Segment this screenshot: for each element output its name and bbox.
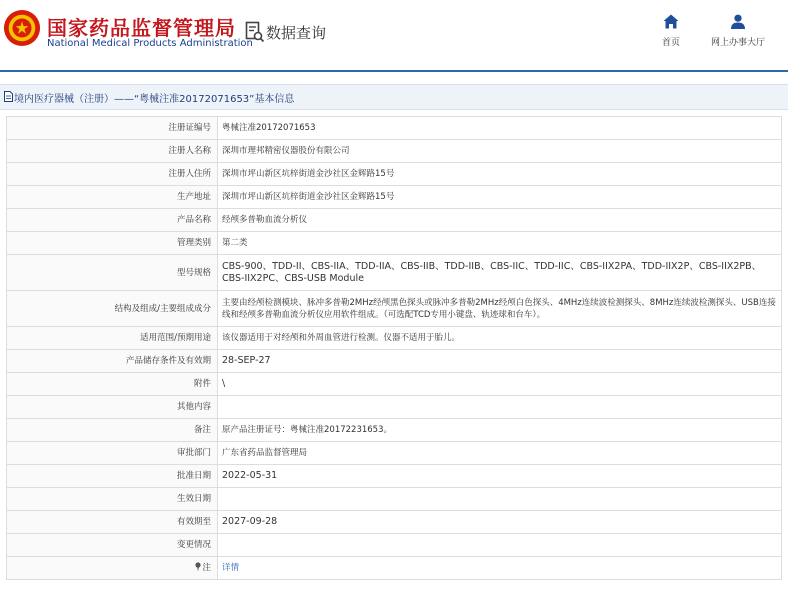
site-header xyxy=(0,0,788,70)
nav-home-label: 首页 xyxy=(661,38,680,48)
header-divider xyxy=(0,70,788,72)
document-icon xyxy=(4,91,13,102)
row-label: 注册人名称 xyxy=(7,140,218,163)
row-label: 注册人住所 xyxy=(7,163,218,186)
row-value: \ xyxy=(218,373,782,396)
row-value xyxy=(218,534,782,557)
table-row xyxy=(7,442,782,465)
row-label: 产品名称 xyxy=(7,209,218,232)
row-label: 其他内容 xyxy=(7,396,218,419)
row-value: 深圳市理邦精密仪器股份有限公司 xyxy=(218,140,782,163)
row-label: 型号规格 xyxy=(7,255,218,291)
user-icon xyxy=(730,14,746,29)
row-value xyxy=(218,488,782,511)
row-value: CBS-900、TDD-II、CBS-IIA、TDD-IIA、CBS-IIB、TDD-IIB、CBS-IIC、TDD-IIC、CBS-IIX2PA、TDD-IIX2P、CBS-IIX2PB、CBS-IIX2PC、CBS-USB Module xyxy=(218,255,782,291)
row-value: 深圳市坪山新区坑梓街道金沙社区金辉路15号 xyxy=(218,163,782,186)
national-emblem-icon xyxy=(3,9,41,47)
row-label: 变更情况 xyxy=(7,534,218,557)
nav-online-label: 网上办事大厅 xyxy=(710,38,765,48)
row-value: 主要由经颅检测模块、脉冲多普勒2MHz经颅黑色探头或脉冲多普勒2MHz经颅白色探头、4MHz连续波检测探头、8MHz连续波检测探头、USB连接线和经颅多普勒血流分析仪应用软件组成。（可选配TCD专用小键盘、轨迹球和台车）。 xyxy=(218,291,782,327)
table-row xyxy=(7,488,782,511)
query-title: 数据查询 xyxy=(266,24,327,42)
home-icon xyxy=(663,14,679,29)
detail-table xyxy=(6,116,782,580)
row-label: 注册证编号 xyxy=(7,117,218,140)
row-label: 生效日期 xyxy=(7,488,218,511)
table-row xyxy=(7,327,782,350)
row-label: 生产地址 xyxy=(7,186,218,209)
breadcrumb-bar xyxy=(0,84,788,110)
detail-link[interactable]: 详情 xyxy=(222,563,240,573)
row-value: 第二类 xyxy=(218,232,782,255)
table-row xyxy=(7,186,782,209)
row-value: 2022-05-31 xyxy=(218,465,782,488)
row-label: 备注 xyxy=(7,419,218,442)
row-label: 有效期至 xyxy=(7,511,218,534)
row-value: 深圳市坪山新区坑梓街道金沙社区金辉路15号 xyxy=(218,186,782,209)
table-row xyxy=(7,140,782,163)
row-value: 原产品注册证号：粤械注准20172231653。 xyxy=(218,419,782,442)
row-value: 28-SEP-27 xyxy=(218,350,782,373)
row-label: 批准日期 xyxy=(7,465,218,488)
nav-home[interactable] xyxy=(655,14,687,54)
row-label: 适用范围/预期用途 xyxy=(7,327,218,350)
table-row xyxy=(7,465,782,488)
table-row xyxy=(7,350,782,373)
table-row xyxy=(7,209,782,232)
row-value: 该仪器适用于对经颅和外周血管进行检测。仪器不适用于胎儿。 xyxy=(218,327,782,350)
row-value: 2027-09-28 xyxy=(218,511,782,534)
table-row xyxy=(7,373,782,396)
table-row xyxy=(7,291,782,327)
row-value: 广东省药品监督管理局 xyxy=(218,442,782,465)
row-label: 结构及组成/主要组成成分 xyxy=(7,291,218,327)
row-label: 审批部门 xyxy=(7,442,218,465)
row-value xyxy=(218,557,782,580)
row-label: 附件 xyxy=(7,373,218,396)
table-row xyxy=(7,419,782,442)
table-row xyxy=(7,232,782,255)
table-row xyxy=(7,396,782,419)
table-row xyxy=(7,534,782,557)
row-value: 经颅多普勒血流分析仪 xyxy=(218,209,782,232)
table-row xyxy=(7,255,782,291)
row-label: 注 xyxy=(202,563,211,573)
table-row xyxy=(7,163,782,186)
breadcrumb: 境内医疗器械（注册）——“粤械注准20172071653”基本信息 xyxy=(14,94,295,105)
site-name-cn[interactable]: 国家药品监督管理局 xyxy=(47,16,236,40)
nav-online-service[interactable] xyxy=(705,14,771,54)
table-row xyxy=(7,511,782,534)
row-value: 粤械注准20172071653 xyxy=(218,117,782,140)
row-value xyxy=(218,396,782,419)
note-label-cell xyxy=(7,557,218,580)
site-name-en[interactable]: National Medical Products Administration xyxy=(47,38,253,49)
row-label: 管理类别 xyxy=(7,232,218,255)
row-label: 产品储存条件及有效期 xyxy=(7,350,218,373)
data-query-icon xyxy=(245,21,265,43)
table-row xyxy=(7,117,782,140)
table-row xyxy=(7,557,782,580)
